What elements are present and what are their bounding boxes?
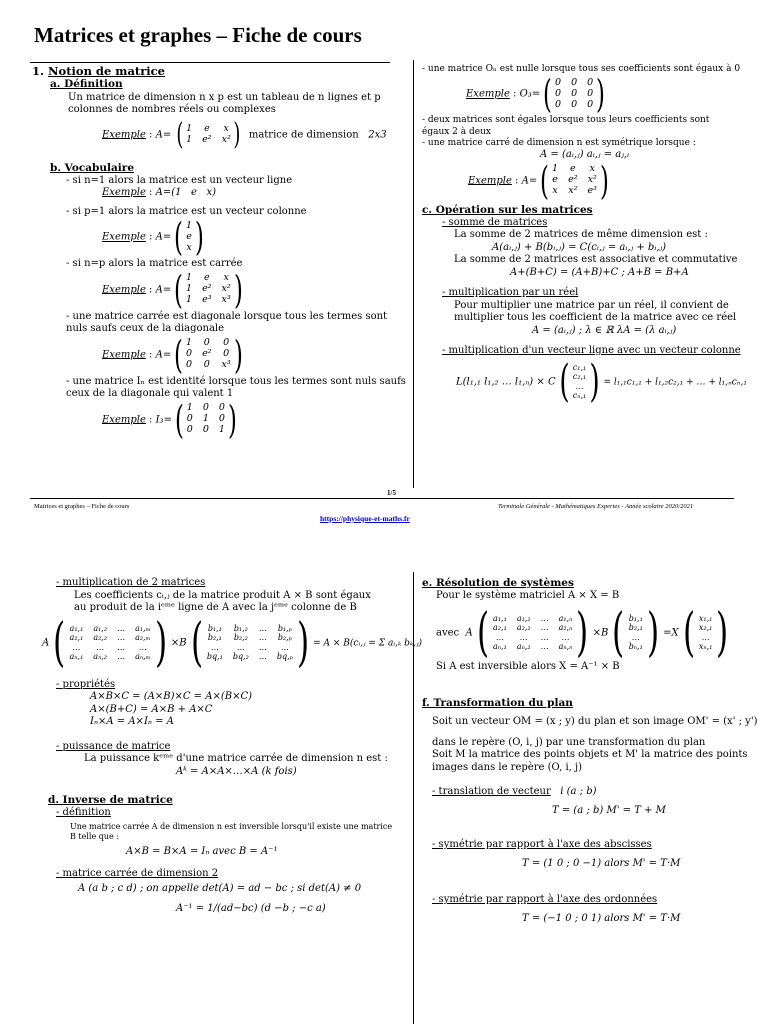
formula: Aᵏ = A×A×…×A (k fois) <box>176 765 297 777</box>
formula-matrix-product: A ( a₁,₁ a₁,₂ … a₁,ₘ a₂,₁ a₂,₂ … a₂,ₘ … … … … aₙ,₁ aₙ,₂ … aₙ,ₘ ) ×B ( b₁,₁ b₁,₂ … b₁,ₚ b₂,₁ b₂,₂ … b₂,ₚ … … … … bq,₁ bq,₂ … bq,ₚ ) = A × B(cᵢ,ⱼ = Σ aᵢ,ₖ bₖ,ⱼ) <box>42 612 422 673</box>
subsection-heading: d. Inverse de matrice <box>48 794 173 806</box>
text-line: - deux matrices sont égales lorsque tous leurs coefficients sont <box>422 115 710 126</box>
example-line: Exemple : A= ( 1 e x e e² x² x x² e³ ) <box>468 158 609 203</box>
formula: A(aᵢ,ⱼ) + B(bᵢ,ⱼ) = C(cᵢ,ⱼ = aᵢ,ⱼ + bᵢ,ⱼ) <box>492 241 667 253</box>
text-line: - si n=p alors la matrice est carrée <box>66 258 243 270</box>
subsection-heading: b. Vocabulaire <box>50 161 135 174</box>
section-notion-matrice: 1. Notion de matrice a. Définition Un matrice de dimension n x p est un tableau de n lignes et p colonnes de nombres réels ou complexes Exemple : A= ( 1 e x 1 e² x² ) matrice de dimension 2x3 b. Vocabulaire - si n=1 alors la matrice est un vecteur ligne Exemple : A=(1 e x) - si p=1 alors la matrice est un vecteur colonne Exemple : A= ( 1 e x ) - si n=p alors la matrice est carrée Exemple : A= ( 1 e x 1 e² x² 1 e³ x³ ) - une matrice carrée est diagonale lorsque tous les termes sont nuls saufs ceux de la diagonale Exemple : A= ( 1 0 0 0 e² 0 0 0 x³ ) - une matrice Iₙ est identité lorsque tous les termes sont nuls saufs ceux de la diagonale qui valent 1 Exemple : I₃= ( 1 0 0 0 1 0 0 0 1 ) <box>32 64 410 439</box>
formula: T = (1 0 ; 0 −1) alors M' = T·M <box>522 857 681 869</box>
website-link[interactable]: https://physique-et-maths.fr <box>320 514 410 523</box>
text-line: - si p=1 alors la matrice est un vecteur colonne <box>66 205 307 217</box>
section-heading: Notion de matrice <box>48 64 165 78</box>
text-line: Si A est inversible alors X = A⁻¹ × B <box>436 660 620 672</box>
topic-heading: - symétrie par rapport à l'axe des abscisses <box>432 839 652 851</box>
subsection-heading: a. Définition <box>50 78 123 91</box>
text-line: La somme de 2 matrices de même dimension est : <box>454 229 708 241</box>
text-line: Les coefficients cᵢ,ⱼ de la matrice produit A × B sont égaux <box>74 589 371 601</box>
example-line: Exemple : I₃= ( 1 0 0 0 1 0 0 0 1 ) <box>102 397 237 442</box>
text-line: - une matrice carrée est diagonale lorsque tous les termes sont <box>66 310 388 322</box>
section-systems-transformations <box>422 577 762 925</box>
formula: T = (a ; b) M' = T + M <box>552 804 666 816</box>
example-line: Exemple : A= ( 1 e x ) <box>102 215 204 260</box>
text-line: images dans le repère (O, i, j) <box>432 761 583 773</box>
formula: T = (−1 0 ; 0 1) alors M' = T·M <box>522 912 681 924</box>
page-number: 1/5 <box>387 489 396 497</box>
text-line: dans le repère (O, i, j) par une transformation du plan <box>432 736 706 748</box>
text-line: Soit un vecteur OM = (x ; y) du plan et son image OM' = (x' ; y') <box>432 716 758 728</box>
topic-heading: - puissance de matrice <box>56 740 171 752</box>
example-line: Exemple : A= ( 1 e x 1 e² x² ) matrice de dimension 2x3 <box>102 116 387 152</box>
section-operations-continued <box>42 577 422 916</box>
formula: A×B×C = (A×B)×C = A×(B×C) <box>90 691 253 702</box>
text-line: - une matrice Oₙ est nulle lorsque tous ses coefficients sont égaux à 0 <box>422 64 741 74</box>
footer-rule <box>30 498 734 499</box>
topic-heading: - multiplication par un réel <box>442 287 579 299</box>
topic-heading: - propriétés <box>56 678 116 690</box>
footer-right: Terminale Générale - Mathématiques Expertes - Année scolaire 2020/2021 <box>498 503 694 510</box>
text-line: Soit M la matrice des points objets et M' la matrice des points <box>432 749 748 761</box>
text-line: Pour le système matriciel A × X = B <box>436 590 620 602</box>
text-line: nuls saufs ceux de la diagonale <box>66 323 225 335</box>
topic-heading: - symétrie par rapport à l'axe des ordonnées <box>432 894 658 906</box>
topic-heading: - multiplication d'un vecteur ligne avec un vecteur colonne <box>442 345 741 357</box>
example-line: Exemple : O₃= ( 0 0 0 0 0 0 0 0 0 ) <box>466 72 606 117</box>
formula-system: avec A ( a₁,₁ a₁,₂ … a₁,ₙ a₂,₁ a₂,₂ … a₂,ₙ … … … … aₙ,₁ aₙ,₂ … aₙ,ₙ ) ×B ( b₁,₁ b₂,₁ … bₙ,₁ ) =X ( x₁,₁ x₂,₁ … xₙ,₁ ) <box>436 602 729 663</box>
example-line: Exemple : A= ( 1 0 0 0 e² 0 0 0 x³ ) <box>102 332 243 377</box>
example-line: Exemple : A= ( 1 e x 1 e² x² 1 e³ x³ ) <box>102 267 243 312</box>
formula: A+(B+C) = (A+B)+C ; A+B = B+A <box>510 266 689 278</box>
page-title: Matrices et graphes – Fiche de cours <box>34 23 362 47</box>
top-rule <box>30 62 390 63</box>
topic-heading: - multiplication de 2 matrices <box>56 577 206 588</box>
column-divider <box>413 60 414 488</box>
formula: A = (aᵢ,ⱼ) ; λ ∈ ℝ λA = (λ aᵢ,ⱼ) <box>532 324 677 336</box>
footer-left: Matrices et graphes – Fiche de cours <box>34 503 130 510</box>
subsection-heading: e. Résolution de systèmes <box>422 577 574 589</box>
text-line: colonnes de nombres réels ou complexes <box>68 104 276 115</box>
formula: A×(B+C) = A×B + A×C <box>90 703 213 715</box>
formula: A×B = B×A = Iₙ avec B = A⁻¹ <box>126 845 278 857</box>
subsection-heading: f. Transformation du plan <box>422 697 573 710</box>
text-line: égaux 2 à deux <box>422 126 491 137</box>
formula: Iₙ×A = A×Iₙ = A <box>90 716 174 727</box>
text-line: Une matrice carrée A de dimension n est inversible lorsqu'il existe une matrice <box>70 821 393 831</box>
formula: A⁻¹ = 1/(ad−bc) (d −b ; −c a) <box>176 903 326 915</box>
formula: A = (aᵢ,ⱼ) aᵢ,ⱼ = aⱼ,ᵢ <box>540 149 630 160</box>
topic-heading: - somme de matrices <box>442 216 548 228</box>
text-line: Pour multiplier une matrice par un réel, il convient de <box>454 299 729 311</box>
text-line: La puissance kᵉᵐᵉ d'une matrice carrée de dimension n est : <box>84 753 388 764</box>
example-line: Exemple : A=(1 e x) <box>102 187 216 199</box>
formula: L(l₁,₁ l₁,₂ … l₁,ₙ) × C ( c₁,₁ c₂,₁ … cₙ,₁ ) = l₁,₁c₁,₁ + l₁,₂c₂,₁ + … + l₁,ₙcₙ,₁ <box>456 355 747 407</box>
text-line: ceux de la diagonale qui valent 1 <box>66 388 234 400</box>
text-line: Un matrice de dimension n x p est un tableau de n lignes et p <box>68 91 381 103</box>
topic-heading: - translation de vecteur i (a ; b) <box>432 786 597 798</box>
text-line: - une matrice carré de dimension n est symétrique lorsque : <box>422 137 696 148</box>
text-line: B telle que : <box>70 831 120 841</box>
text-line: - si n=1 alors la matrice est un vecteur ligne <box>66 174 293 186</box>
text-line: La somme de 2 matrices est associative et commutative <box>454 254 738 266</box>
section-vocabulary-continued <box>422 64 762 407</box>
topic-heading: - définition <box>56 807 111 819</box>
text-line: - une matrice Iₙ est identité lorsque tous les termes sont nuls saufs <box>66 375 406 387</box>
formula: A (a b ; c d) ; on appelle det(A) = ad − bc ; si det(A) ≠ 0 <box>78 882 362 894</box>
text-line: multiplier tous les coefficient de la matrice avec ce réel <box>454 312 737 324</box>
topic-heading: - matrice carrée de dimension 2 <box>56 868 219 880</box>
text-line: au produit de la iᵉᵐᵉ ligne de A avec la jᵉᵐᵉ colonne de B <box>74 602 357 613</box>
subsection-heading: c. Opération sur les matrices <box>422 203 593 216</box>
